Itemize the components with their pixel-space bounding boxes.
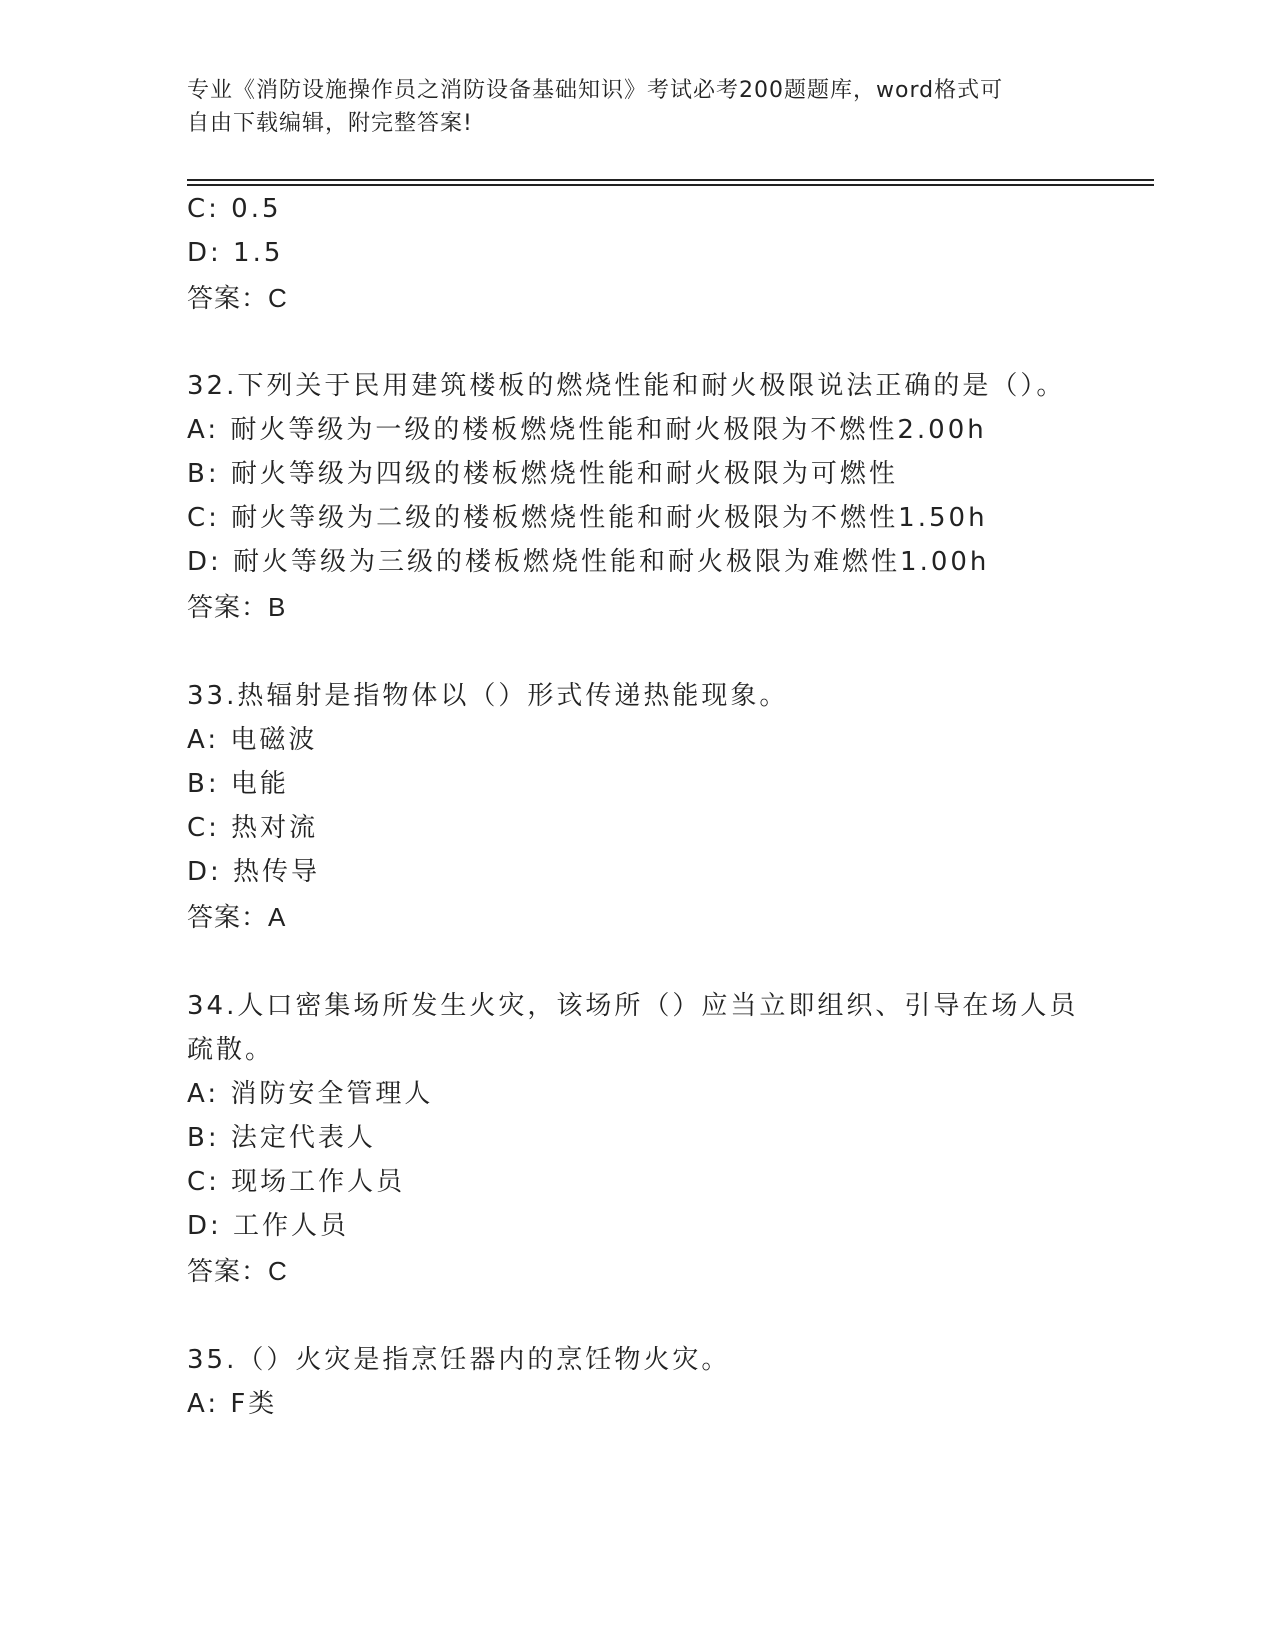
q33-option-a: A: 电磁波 xyxy=(187,725,318,755)
q32-option-a: A: 耐火等级为一级的楼板燃烧性能和耐火极限为不燃性2.00h xyxy=(187,415,987,445)
q32-option-b: B: 耐火等级为四级的楼板燃烧性能和耐火极限为可燃性 xyxy=(187,459,898,489)
q34-option-b: B: 法定代表人 xyxy=(187,1123,376,1153)
q32-option-c: C: 耐火等级为二级的楼板燃烧性能和耐火极限为不燃性1.50h xyxy=(187,503,988,533)
document-header xyxy=(187,74,1087,140)
q32-option-d: D: 耐火等级为三级的楼板燃烧性能和耐火极限为难燃性1.00h xyxy=(187,547,990,577)
q34-stem-line-2: 疏散。 xyxy=(187,1035,275,1065)
q33-option-c: C: 热对流 xyxy=(187,813,319,843)
q31-option-d: D: 1.5 xyxy=(187,238,284,268)
q33-option-d: D: 热传导 xyxy=(187,857,321,887)
header-divider-bottom xyxy=(187,184,1154,186)
q34-stem-line-1: 34.人口密集场所发生火灾，该场所（）应当立即组织、引导在场人员 xyxy=(187,991,1079,1021)
q33-answer: 答案：A xyxy=(187,902,287,932)
q34-option-a: A: 消防安全管理人 xyxy=(187,1079,434,1109)
q34-option-d: D: 工作人员 xyxy=(187,1211,350,1241)
q35-stem: 35.（）火灾是指烹饪器内的烹饪物火灾。 xyxy=(187,1345,731,1375)
q34-answer: 答案：C xyxy=(187,1256,288,1286)
q33-stem: 33.热辐射是指物体以（）形式传递热能现象。 xyxy=(187,681,789,711)
q31-option-c: C: 0.5 xyxy=(187,194,282,224)
q33-option-b: B: 电能 xyxy=(187,769,289,799)
q32-answer: 答案：B xyxy=(187,592,287,622)
header-divider-top xyxy=(187,179,1154,181)
header-line-2: 自由下载编辑，附完整答案! xyxy=(187,111,473,136)
q32-stem: 32.下列关于民用建筑楼板的燃烧性能和耐火极限说法正确的是（）。 xyxy=(187,371,1066,401)
q35-option-a: A: F类 xyxy=(187,1389,278,1419)
q34-option-c: C: 现场工作人员 xyxy=(187,1167,406,1197)
q31-answer: 答案：C xyxy=(187,283,288,313)
header-line-1: 专业《消防设施操作员之消防设备基础知识》考试必考200题题库，word格式可 xyxy=(187,78,1004,103)
